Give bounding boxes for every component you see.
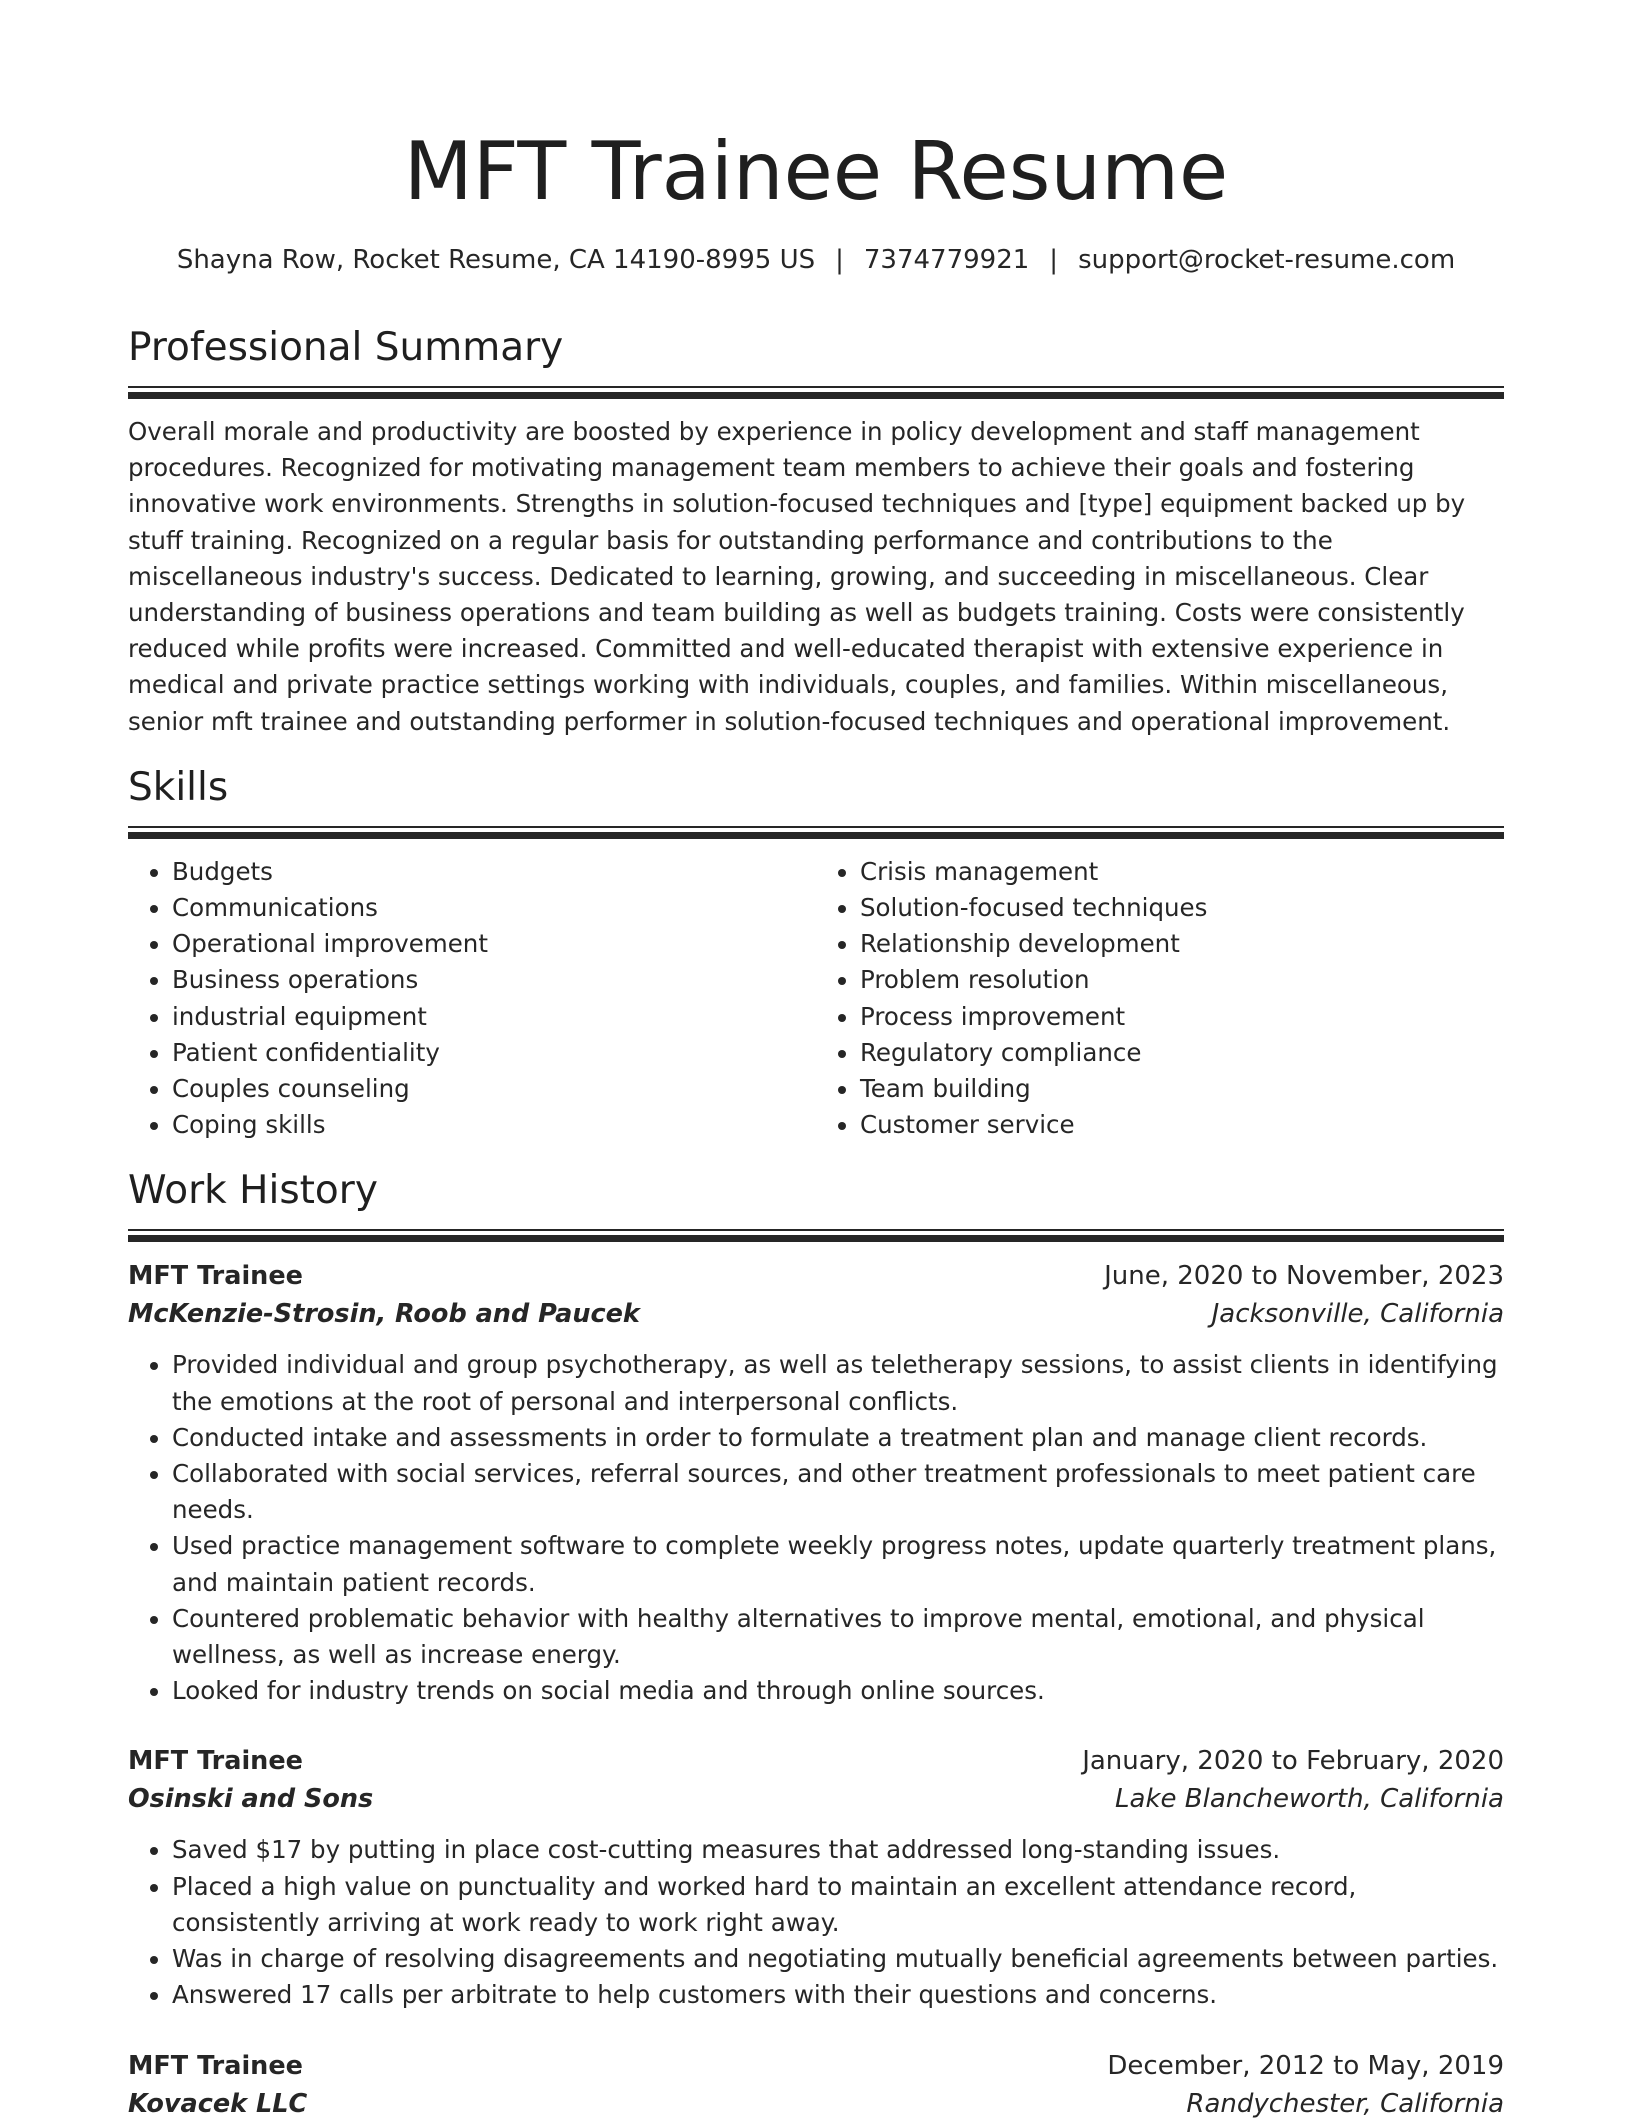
duty-item: • Answered 17 calls per arbitrate to help customers with their questions and concerns. <box>172 1977 1504 2013</box>
summary-section <box>128 322 1504 740</box>
skill-item: • Couples counseling <box>172 1071 816 1107</box>
duty-item: • Saved $17 by putting in place cost-cutting measures that addressed long-standing issues. <box>172 1832 1504 1868</box>
skill-item: • Problem resolution <box>860 962 1504 998</box>
job-company: Kovacek LLC <box>128 2088 308 2119</box>
job-company: McKenzie-Strosin, Roob and Paucek <box>128 1299 640 1330</box>
section-divider <box>128 386 1504 400</box>
skills-grid <box>128 854 1504 1144</box>
duty-item: • Collaborated with social services, referral sources, and other treatment professionals to meet patient care needs. <box>172 1456 1504 1528</box>
skills-section <box>128 762 1504 1144</box>
job-entry <box>128 1257 1504 1709</box>
duty-item: • Conducted intake and assessments in order to formulate a treatment plan and manage client records. <box>172 1420 1504 1456</box>
duty-item: • Was in charge of resolving disagreements and negotiating mutually beneficial agreements between parties. <box>172 1941 1504 1977</box>
job-title: MFT Trainee <box>128 1261 303 1292</box>
job-subheader <box>128 2085 1504 2123</box>
duty-item: • Placed a high value on punctuality and worked hard to maintain an excellent attendance record, consistently arriving at work ready to work right away. <box>172 1869 1504 1941</box>
duty-item: • Used practice management software to complete weekly progress notes, update quarterly treatment plans, and maintain patient records. <box>172 1528 1504 1600</box>
job-entry <box>128 1742 1504 2013</box>
job-location: Randychester, California <box>1186 2088 1504 2119</box>
contact-line <box>128 242 1504 278</box>
skills-column-left <box>128 854 816 1144</box>
skill-item: • Team building <box>860 1071 1504 1107</box>
job-location: Lake Blancheworth, California <box>1115 1784 1504 1815</box>
job-header <box>128 2047 1504 2085</box>
summary-text: Overall morale and productivity are boosted by experience in policy development and staff management procedures. Recognized for motivating management team members to achieve their goals and fostering innovative work environments. Strengths in solution-focused techniques and [type] equipment backed up by stuff training. Recognized on a regular basis for outstanding performance and contributions to the miscellaneous industry's success. Dedicated to learning, growing, and succeeding in miscellaneous. Clear understanding of business operations and team building as well as budgets training. Costs were consistently reduced while profits were increased. Committed and well-educated therapist with extensive experience in medical and private practice settings working with individuals, couples, and families. Within miscellaneous, senior mft trainee and outstanding performer in solution-focused techniques and operational improvement. <box>128 417 1466 736</box>
job-entry <box>128 2047 1504 2123</box>
skill-item: • Regulatory compliance <box>860 1035 1504 1071</box>
job-location: Jacksonville, California <box>1211 1299 1504 1330</box>
job-title: MFT Trainee <box>128 1746 303 1777</box>
job-dates: January, 2020 to February, 2020 <box>1082 1746 1504 1777</box>
skills-column-right <box>816 854 1504 1144</box>
work-history-section <box>128 1165 1504 2122</box>
resume-title: MFT Trainee Resume <box>403 125 1229 218</box>
job-company: Osinski and Sons <box>128 1784 374 1815</box>
contact-address: Shayna Row, Rocket Resume, CA 14190-8995 US <box>176 245 816 275</box>
skill-item: • Solution-focused techniques <box>860 890 1504 926</box>
work-history-heading: Work History <box>128 1168 378 1214</box>
contact-phone: 7374779921 <box>863 245 1030 275</box>
job-dates: June, 2020 to November, 2023 <box>1104 1261 1504 1292</box>
job-duties <box>128 1832 1504 2013</box>
skill-item: • Customer service <box>860 1107 1504 1143</box>
skill-item: • Process improvement <box>860 999 1504 1035</box>
job-duties <box>128 1347 1504 1709</box>
skill-item: • Operational improvement <box>172 926 816 962</box>
skill-item: • Relationship development <box>860 926 1504 962</box>
skills-heading: Skills <box>128 764 229 810</box>
duty-item: • Provided individual and group psychotherapy, as well as teletherapy sessions, to assist clients in identifying the emotions at the root of personal and interpersonal conflicts. <box>172 1347 1504 1419</box>
job-subheader <box>128 1780 1504 1818</box>
job-dates: December, 2012 to May, 2019 <box>1107 2050 1504 2081</box>
contact-email: support@rocket-resume.com <box>1078 245 1456 275</box>
skill-item: • industrial equipment <box>172 999 816 1035</box>
duty-item: • Countered problematic behavior with healthy alternatives to improve mental, emotional, and physical wellness, as well as increase energy. <box>172 1601 1504 1673</box>
skill-item: • Coping skills <box>172 1107 816 1143</box>
summary-heading: Professional Summary <box>128 325 564 370</box>
contact-separator: | <box>1049 245 1059 275</box>
contact-separator: | <box>835 245 844 275</box>
job-header <box>128 1257 1504 1295</box>
section-divider <box>128 826 1504 840</box>
skill-item: • Business operations <box>172 962 816 998</box>
job-subheader <box>128 1295 1504 1333</box>
skill-item: • Communications <box>172 890 816 926</box>
section-divider <box>128 1229 1504 1243</box>
duty-item: • Looked for industry trends on social media and through online sources. <box>172 1673 1504 1709</box>
job-title: MFT Trainee <box>128 2050 303 2081</box>
skill-item: • Budgets <box>172 854 816 890</box>
skill-item: • Patient confidentiality <box>172 1035 816 1071</box>
skill-item: • Crisis management <box>860 854 1504 890</box>
job-header <box>128 1742 1504 1780</box>
